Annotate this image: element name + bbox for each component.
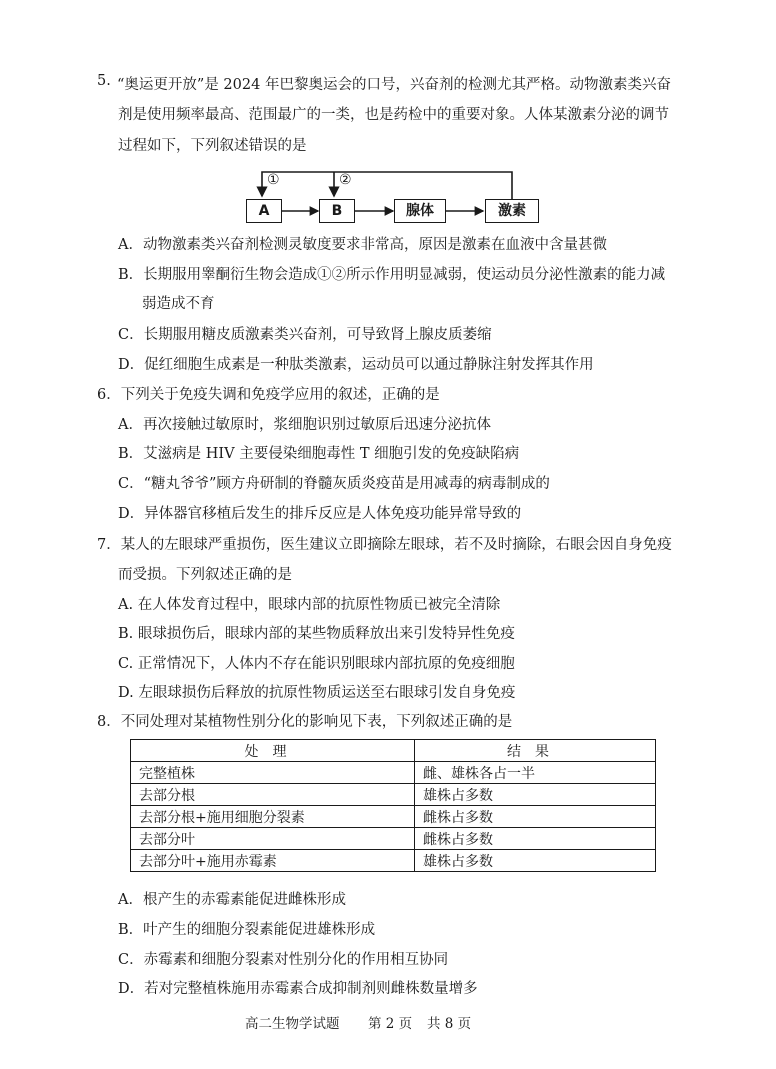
box-b: B	[319, 199, 355, 223]
box-hormone: 激素	[485, 199, 539, 223]
table-cell: 去部分叶	[131, 828, 415, 850]
q5-option-c: C．长期服用糖皮质激素类兴奋剂，可导致肾上腺皮质萎缩	[118, 327, 492, 343]
table-cell: 完整植株	[131, 762, 415, 784]
q5-stem-3: 过程如下，下列叙述错误的是	[118, 138, 307, 154]
footer-page: 第 2 页	[368, 1016, 413, 1032]
table-row	[131, 784, 656, 806]
table-row	[131, 850, 656, 872]
table-row	[131, 828, 656, 850]
table-cell: 去部分叶+施用赤霉素	[131, 850, 415, 872]
box-gland: 腺体	[394, 199, 446, 223]
footer-subject: 高二生物学试题	[245, 1016, 340, 1032]
label-2: ②	[339, 172, 352, 188]
q5-option-b-2: 弱造成不育	[142, 296, 215, 312]
q7-option-d: D. 左眼球损伤后释放的抗原性物质运送至右眼球引发自身免疫	[118, 685, 516, 701]
q7-stem-2: 而受损。下列叙述正确的是	[118, 567, 292, 583]
q6-option-c: C．“糖丸爷爷”顾方舟研制的脊髓灰质炎疫苗是用减毒的病毒制成的	[118, 476, 550, 492]
q6-option-d: D．异体器官移植后发生的排斥反应是人体免疫功能异常导致的	[118, 506, 522, 522]
q6-stem: 6．下列关于免疫失调和免疫学应用的叙述，正确的是	[97, 387, 440, 403]
table-cell: 雄株占多数	[415, 850, 656, 872]
q5-option-d: D．促红细胞生成素是一种肽类激素，运动员可以通过静脉注射发挥其作用	[118, 357, 594, 373]
table-cell: 雌株占多数	[415, 806, 656, 828]
label-1: ①	[267, 172, 280, 188]
q8-option-d: D．若对完整植株施用赤霉素合成抑制剂则雌株数量增多	[118, 981, 478, 997]
q8-option-a: A．根产生的赤霉素能促进雌株形成	[118, 892, 346, 908]
q5-option-a: A．动物激素类兴奋剂检测灵敏度要求非常高，原因是激素在血液中含量甚微	[118, 237, 607, 253]
hormone-regulation-diagram	[240, 166, 540, 230]
q7-option-b: B. 眼球损伤后，眼球内部的某些物质释放出来引发特异性免疫	[118, 626, 515, 642]
q6-option-a: A．再次接触过敏原时，浆细胞识别过敏原后迅速分泌抗体	[118, 417, 491, 433]
table-header-row	[131, 740, 656, 762]
footer-total: 共 8 页	[427, 1016, 472, 1032]
table-cell: 去部分根+施用细胞分裂素	[131, 806, 415, 828]
table-header: 结果	[415, 740, 656, 762]
table-row	[131, 762, 656, 784]
q5-line1	[97, 73, 671, 93]
q7-stem-1: 7．某人的左眼球严重损伤，医生建议立即摘除左眼球，若不及时摘除，右眼会因自身免疫	[97, 537, 672, 553]
q8-option-c: C．赤霉素和细胞分裂素对性别分化的作用相互协同	[118, 952, 449, 968]
sex-differentiation-table	[130, 739, 656, 872]
table-row	[131, 806, 656, 828]
table-cell: 雌株占多数	[415, 828, 656, 850]
q5-stem-2: 剂是使用频率最高、范围最广的一类，也是药检中的重要对象。人体某激素分泌的调节	[118, 107, 669, 123]
box-a: A	[246, 199, 282, 223]
table-cell: 去部分根	[131, 784, 415, 806]
q5-option-b-1: B．长期服用睾酮衍生物会造成①②所示作用明显减弱，使运动员分泌性激素的能力减	[118, 267, 666, 283]
q7-option-a: A. 在人体发育过程中，眼球内部的抗原性物质已被完全清除	[118, 597, 501, 613]
q8-stem: 8．不同处理对某植物性别分化的影响见下表，下列叙述正确的是	[97, 714, 513, 730]
table-cell: 雄株占多数	[415, 784, 656, 806]
table-header: 处理	[131, 740, 415, 762]
q5-stem-1: “奥运更开放”是 2024 年巴黎奥运会的口号，兴奋剂的检测尤其严格。动物激素类兴奋	[117, 77, 671, 93]
table-cell: 雌、雄株各占一半	[415, 762, 656, 784]
q8-option-b: B．叶产生的细胞分裂素能促进雄株形成	[118, 922, 376, 938]
q7-option-c: C. 正常情况下，人体内不存在能识别眼球内部抗原的免疫细胞	[118, 656, 515, 672]
q6-option-b: B．艾滋病是 HIV 主要侵染细胞毒性 T 细胞引发的免疫缺陷病	[118, 446, 520, 462]
q5-number: 5.	[97, 73, 111, 89]
